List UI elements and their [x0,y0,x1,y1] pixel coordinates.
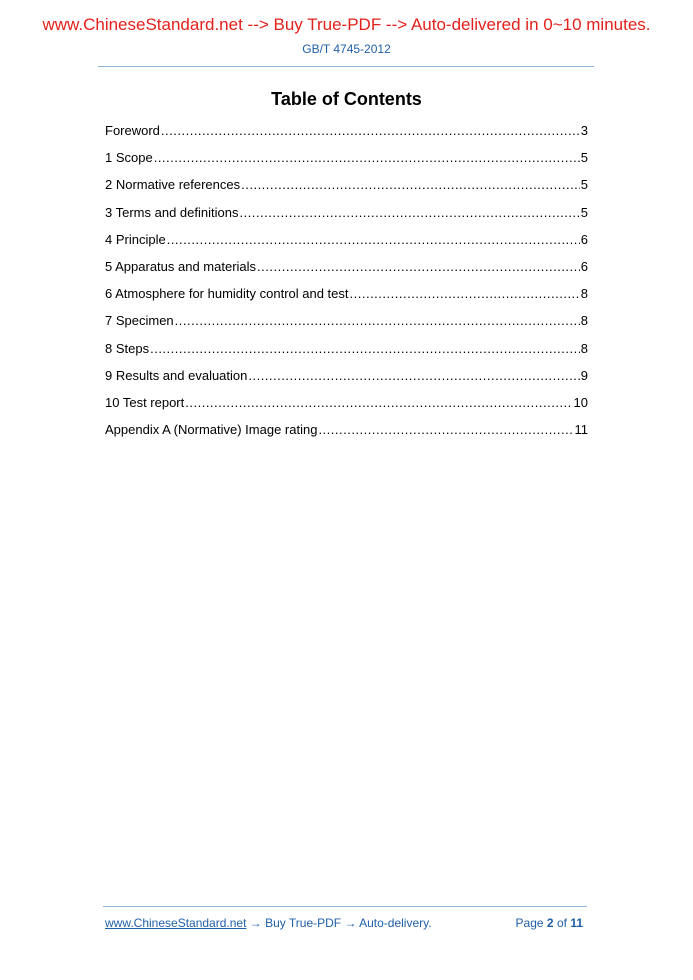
toc-entry-page: 5 [580,177,588,193]
toc-entry-page: 6 [580,258,588,274]
footer-tagline: → Buy True-PDF → Auto-delivery. [246,916,432,930]
toc-entry-page: 6 [580,231,588,247]
toc-dot-leader [248,368,579,384]
header-divider [98,66,594,67]
toc-entry-label: 1 Scope [105,150,153,166]
toc-entry-specimen[interactable] [105,313,588,340]
toc-title: Table of Contents [271,89,422,109]
toc-entry-page: 3 [580,123,588,138]
page-of: of [556,916,567,930]
toc-entry-page: 8 [580,286,588,302]
toc-entry-page: 8 [580,313,588,329]
toc-dot-leader [167,232,580,248]
toc-dot-leader [239,205,579,221]
toc-entry-appendix-a[interactable] [105,422,588,449]
toc-entry-label: 9 Results and evaluation [105,367,248,383]
toc-entry-scope[interactable] [105,150,588,177]
toc-dot-leader [150,341,580,357]
toc-dot-leader [175,313,580,329]
toc-entry-label: Appendix A (Normative) Image rating [105,422,318,438]
toc-entry-label: 7 Specimen [105,313,174,329]
toc-dot-leader [318,422,573,438]
footer-divider [103,906,587,907]
toc-entry-label: 2 Normative references [105,177,241,193]
toc-dot-leader [154,150,580,166]
toc-dot-leader [350,286,580,302]
toc-entry-apparatus-and-materials[interactable] [105,259,588,286]
toc-entry-foreword[interactable] [105,123,588,150]
toc-entry-label: 3 Terms and definitions [105,204,239,220]
toc-entry-page: 9 [580,367,588,383]
page-indicator [516,916,583,930]
toc-entry-page: 5 [580,204,588,220]
toc-entry-page: 10 [573,394,588,410]
toc-entry-steps[interactable] [105,341,588,368]
promo-banner[interactable]: www.ChineseStandard.net --> Buy True-PDF --> Auto-delivered in 0~10 minutes. [42,15,651,34]
toc-entry-atmosphere[interactable] [105,286,588,313]
toc-entry-test-report[interactable] [105,395,588,422]
toc-dot-leader [161,123,580,139]
toc-list [105,123,588,449]
toc-entry-label: 5 Apparatus and materials [105,258,257,274]
footer-promo [105,916,432,930]
toc-entry-page: 8 [580,340,588,356]
toc-entry-label: 10 Test report [105,394,185,410]
toc-dot-leader [257,259,580,275]
toc-entry-page: 11 [574,422,588,438]
toc-entry-terms-and-definitions[interactable] [105,205,588,232]
toc-entry-label: 8 Steps [105,340,150,356]
page-total: 11 [570,916,583,930]
toc-dot-leader [241,177,580,193]
toc-entry-page: 5 [580,150,588,166]
toc-entry-principle[interactable] [105,232,588,259]
toc-dot-leader [185,395,572,411]
toc-entry-label: 6 Atmosphere for humidity control and test [105,286,349,302]
standard-code: GB/T 4745-2012 [302,42,391,56]
page-current: 2 [546,916,554,930]
toc-entry-normative-references[interactable] [105,177,588,204]
toc-entry-results-and-evaluation[interactable] [105,368,588,395]
page-word: Page [515,916,544,930]
footer-site-link[interactable]: www.ChineseStandard.net [105,916,247,930]
toc-entry-label: Foreword [105,123,160,138]
toc-entry-label: 4 Principle [105,231,166,247]
